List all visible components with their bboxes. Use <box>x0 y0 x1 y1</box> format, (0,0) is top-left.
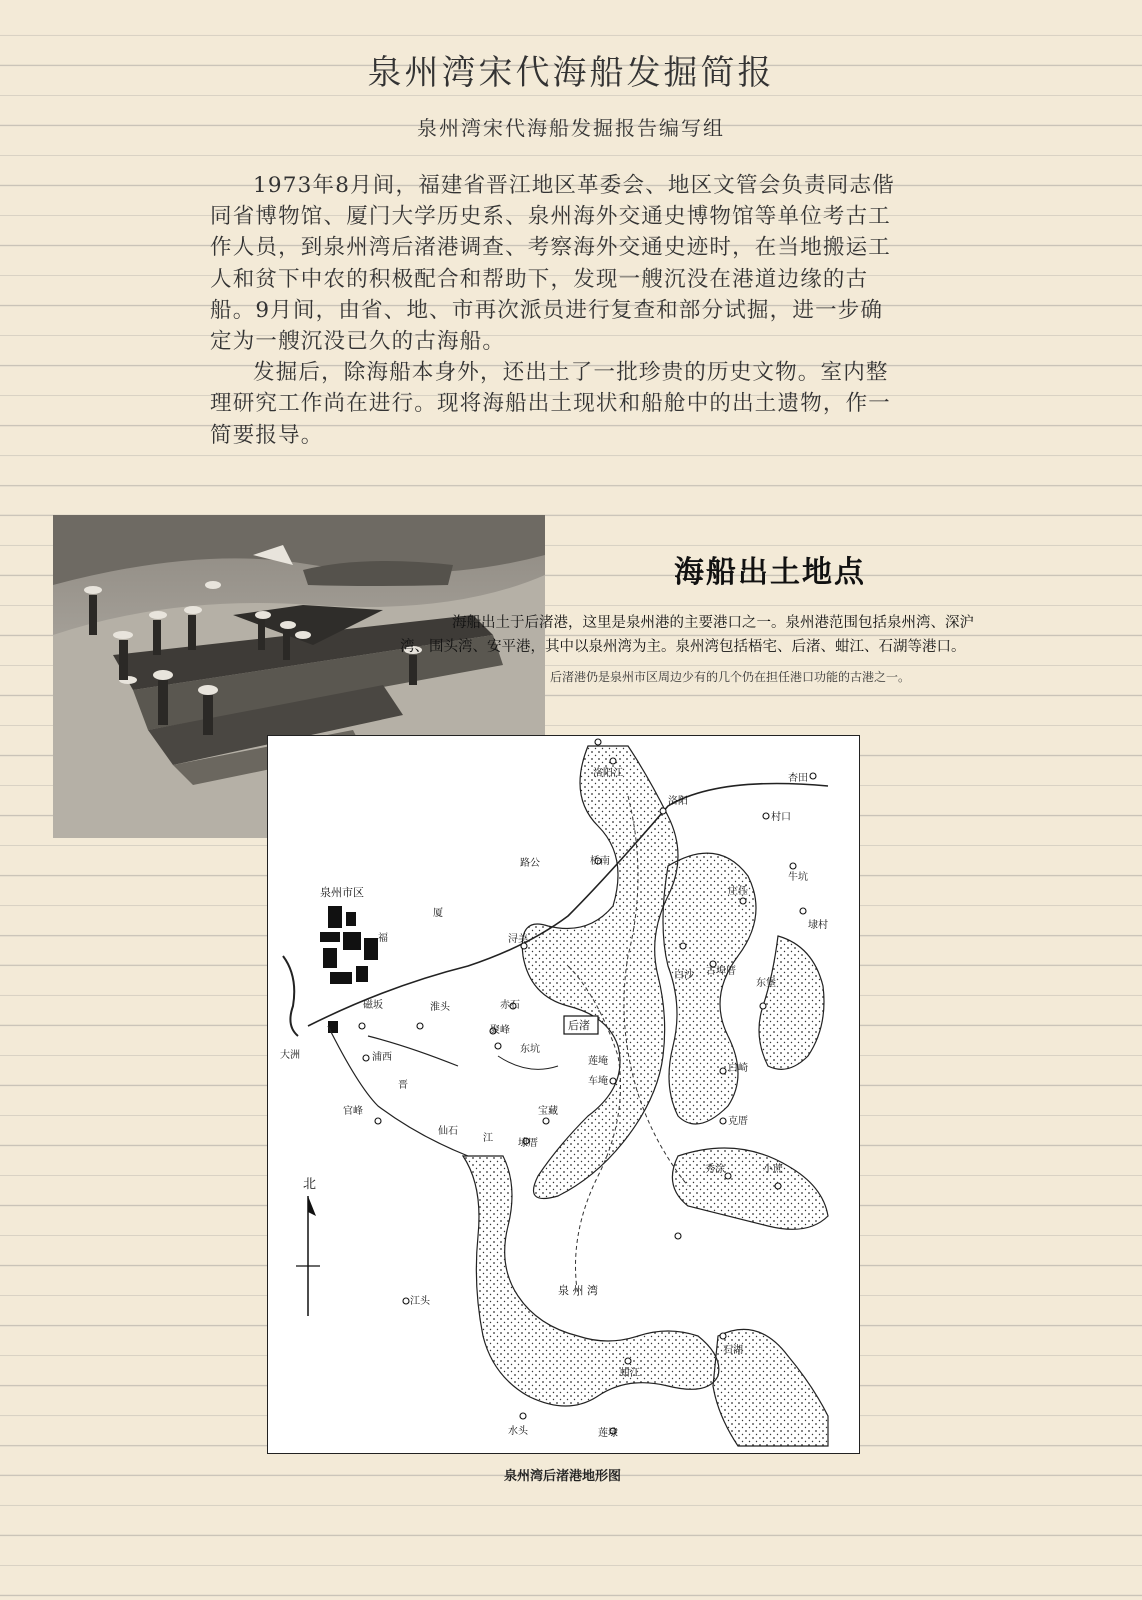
location-line: 海船出土于后渚港，这里是泉州港的主要港口之一。泉州港范围包括泉州湾、深沪 <box>452 615 974 631</box>
map-label: 桥南 <box>590 856 610 867</box>
map-label: 古埠厝 <box>706 966 736 977</box>
map-label: 厦 <box>433 908 443 919</box>
map-label: 聚峰 <box>490 1025 510 1036</box>
map-label: 东堡 <box>756 978 776 989</box>
location-description <box>400 611 1120 659</box>
map-label: 赤石 <box>500 1000 520 1011</box>
map-label: 东坑 <box>520 1044 540 1055</box>
map-label: 莲埯 <box>588 1056 608 1067</box>
document-title: 泉州湾宋代海船发掘简报 <box>367 53 775 93</box>
map-label: 洛阳 <box>668 796 688 807</box>
terrain-map-drawing <box>268 736 859 1453</box>
terrain-map <box>267 735 860 1454</box>
map-label: 淮头 <box>430 1002 450 1013</box>
map-label: 浦西 <box>372 1052 392 1063</box>
map-label: 洛阳江 <box>593 768 623 779</box>
map-label: 村口 <box>771 812 791 823</box>
map-label: 仙石 <box>438 1126 458 1137</box>
map-label: 石湖 <box>723 1345 743 1356</box>
map-label: 秀涂 <box>705 1164 725 1175</box>
body-paragraph: 1973年8月间，福建省晋江地区革委会、地区文管会负责同志偕同省博物馆、厦门大学历史系、泉州海外交通史博物馆等单位考古工作人员，到泉州湾后渚港调查、考察海外交通史迹时，在当地搬运工人和贫下中农的积极配合和帮助下，发现一艘沉没在港道边缘的古船。9月间，由省、地、市再次派员进行复查和部分试掘，进一步确定为一艘沉没已久的古海船。 <box>210 173 895 355</box>
map-label: 车埯 <box>588 1076 608 1087</box>
map-label: 路公 <box>520 858 540 869</box>
location-note: 后渚港仍是泉州市区周边少有的几个仍在担任港口功能的古港之一。 <box>550 670 911 684</box>
map-label: 浔美 <box>508 934 528 945</box>
map-label: 莲埭 <box>598 1428 618 1439</box>
location-line: 湾、围头湾、安平港，其中以泉州湾为主。泉州湾包括梧宅、后渚、蚶江、石湖等港口。 <box>400 639 966 655</box>
report-body <box>210 170 900 451</box>
map-label: 埭厝 <box>518 1138 538 1149</box>
map-label: 小蔗 <box>763 1164 783 1175</box>
map-label: 白沙 <box>674 970 694 981</box>
map-label: 牛坑 <box>788 872 808 883</box>
map-label: 泉州市区 <box>320 886 364 899</box>
map-label: 克厝 <box>728 1116 748 1127</box>
map-label: 泉 州 湾 <box>558 1284 598 1297</box>
location-heading: 海船出土地点 <box>674 555 866 590</box>
map-caption: 泉州湾后渚港地形图 <box>503 1469 621 1484</box>
map-label: 宝藏 <box>538 1106 558 1117</box>
map-label: 磁坂 <box>363 1000 383 1011</box>
map-label: 江 <box>483 1133 493 1144</box>
map-label: 庄任 <box>728 886 748 897</box>
map-label: 埭村 <box>808 920 828 931</box>
map-label: 杏田 <box>788 773 808 784</box>
map-label: 白崎 <box>728 1063 748 1074</box>
body-paragraph: 发掘后，除海船本身外，还出土了一批珍贵的历史文物。室内整理研究工作尚在进行。现将海船出土现状和船舱中的出土遗物，作一简要报导。 <box>210 360 892 448</box>
map-label: 福 <box>378 933 388 944</box>
map-label: 北 <box>303 1177 317 1192</box>
map-label: 官峰 <box>343 1106 363 1117</box>
map-label: 江头 <box>410 1296 430 1307</box>
map-label: 后渚 <box>568 1019 590 1032</box>
map-label: 大洲 <box>280 1050 300 1061</box>
map-label: 晋 <box>398 1080 408 1091</box>
map-label: 水头 <box>508 1426 528 1437</box>
document-byline: 泉州湾宋代海船发掘报告编写组 <box>417 116 725 140</box>
map-label: 蚶江 <box>620 1368 640 1379</box>
